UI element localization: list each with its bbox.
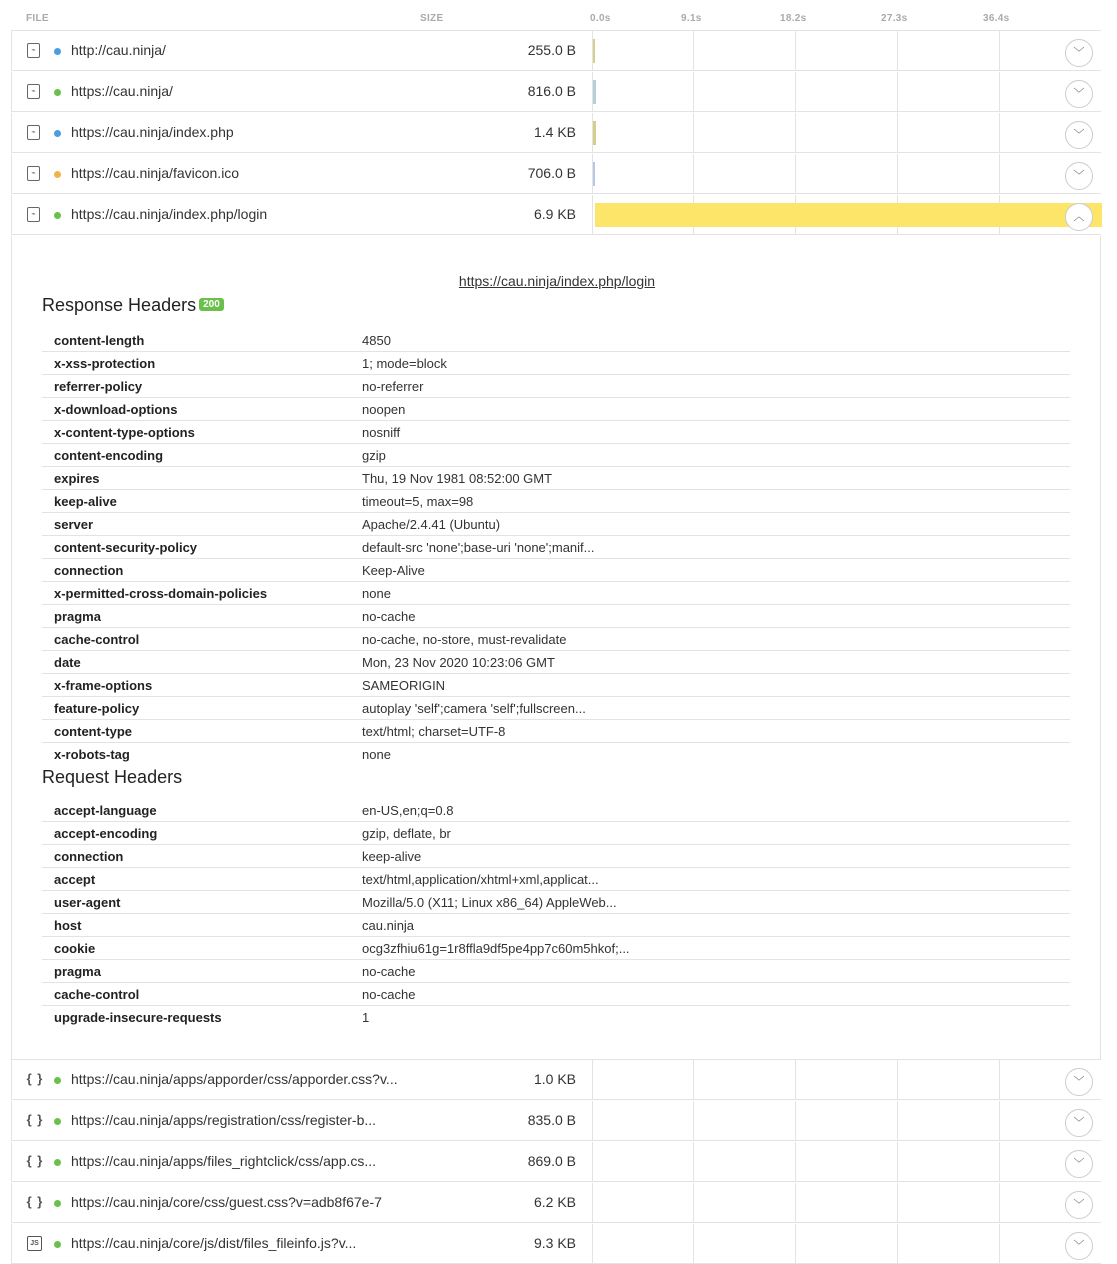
header-row [42,674,1070,697]
collapse-button[interactable] [1065,203,1093,231]
timeline-gridline [795,31,796,70]
request-row[interactable] [11,1101,1101,1141]
header-row [42,536,1070,559]
header-value: text/html; charset=UTF-8 [362,724,506,739]
response-headers-label: Response Headers [42,295,197,315]
chevron-down-icon: ﹀ [1073,47,1085,59]
timeline-tick: 18.2s [780,13,807,24]
timeline-gridline [897,1142,898,1181]
request-url[interactable]: https://cau.ninja/core/css/guest.css?v=adb8f67e-7 [71,1194,382,1210]
header-row [42,559,1070,582]
response-headers-table [42,329,1070,766]
header-row [42,720,1070,743]
header-key: pragma [54,964,101,979]
css-icon: { } [26,1153,44,1168]
expand-button[interactable] [1065,1191,1093,1219]
header-value: no-cache [362,609,416,624]
request-row[interactable] [11,195,1101,235]
document-icon: ⌁ [27,166,40,181]
expand-button[interactable] [1065,121,1093,149]
header-value: noopen [362,402,406,417]
timeline-gridline [693,1060,694,1099]
status-dot [54,48,61,55]
chevron-down-icon: ﹀ [1073,88,1085,100]
header-row [42,444,1070,467]
timeline-gridline [999,1183,1000,1222]
response-headers-title [42,295,224,316]
header-value: gzip, deflate, br [362,826,451,841]
timeline-gridline [795,1183,796,1222]
header-value: 1 [362,1010,370,1025]
header-row [42,490,1070,513]
chevron-down-icon: ﹀ [1073,1199,1085,1211]
header-key: accept-language [54,803,157,818]
header-key: feature-policy [54,701,140,716]
header-row [42,743,1070,766]
expand-button[interactable] [1065,1150,1093,1178]
timeline-gridline [795,113,796,152]
timeline-gridline [999,113,1000,152]
header-value: no-cache [362,964,416,979]
header-row [42,651,1070,674]
header-value: none [362,586,391,601]
expand-button[interactable] [1065,1232,1093,1260]
header-key: date [54,655,81,670]
header-key: x-xss-protection [54,356,156,371]
header-row [42,352,1070,375]
header-key: pragma [54,609,101,624]
expand-button[interactable] [1065,1068,1093,1096]
request-size: 869.0 B [527,1153,576,1169]
request-row[interactable] [11,113,1101,153]
request-size: 255.0 B [527,42,576,58]
header-key: x-frame-options [54,678,153,693]
header-value: Thu, 19 Nov 1981 08:52:00 GMT [362,471,553,486]
status-dot [54,130,61,137]
timeline-gridline [795,1101,796,1140]
request-url[interactable]: https://cau.ninja/index.php/login [71,206,268,222]
header-value: timeout=5, max=98 [362,494,474,509]
status-dot [54,89,61,96]
chevron-down-icon: ﹀ [1073,1076,1085,1088]
header-key: accept [54,872,96,887]
file-column-header: FILE [26,13,49,24]
header-key: x-permitted-cross-domain-policies [54,586,268,601]
chevron-down-icon: ﹀ [1073,129,1085,141]
header-key: user-agent [54,895,121,910]
header-value: no-cache, no-store, must-revalidate [362,632,567,647]
timeline-gridline [795,1142,796,1181]
timeline-gridline [795,1060,796,1099]
request-row[interactable] [11,1060,1101,1100]
header-value: gzip [362,448,386,463]
header-value: default-src 'none';base-uri 'none';manif... [362,540,595,555]
chevron-down-icon: ﹀ [1073,1158,1085,1170]
timeline-gridline [693,1101,694,1140]
header-value: Mozilla/5.0 (X11; Linux x86_64) AppleWeb... [362,895,617,910]
request-headers-table [42,799,1070,1029]
timeline-tick: 36.4s [983,13,1010,24]
timeline-gridline [693,1183,694,1222]
header-value: text/html,application/xhtml+xml,applicat... [362,872,599,887]
chevron-up-icon: ︿ [1073,211,1085,223]
header-row [42,845,1070,868]
header-key: connection [54,563,124,578]
header-key: connection [54,849,124,864]
request-size: 6.9 KB [533,206,576,222]
header-key: accept-encoding [54,826,158,841]
request-url[interactable]: https://cau.ninja/apps/registration/css/register-b... [71,1112,377,1128]
timeline-gridline [693,72,694,111]
header-key: cookie [54,941,96,956]
timeline-gridline [999,1060,1000,1099]
timeline-gridline [795,154,796,193]
header-row [42,868,1070,891]
request-row[interactable] [11,31,1101,71]
table-header [11,7,1101,31]
header-value: ocg3zfhiu61g=1r8ffla9df5pe4pp7c60m5hkof;... [362,941,630,956]
document-icon: ⌁ [27,84,40,99]
request-url[interactable]: https://cau.ninja/apps/files_rightclick/css/app.cs... [71,1153,377,1169]
header-row [42,329,1070,352]
timeline-gridline [999,31,1000,70]
header-value: cau.ninja [362,918,415,933]
timeline-gridline [897,1183,898,1222]
header-row [42,822,1070,845]
request-url[interactable]: https://cau.ninja/index.php [71,124,234,140]
timeline-bar [593,80,596,104]
header-value: en-US,en;q=0.8 [362,803,454,818]
timeline-bar [593,39,595,63]
header-value: SAMEORIGIN [362,678,446,693]
status-dot [54,1200,61,1207]
header-key: expires [54,471,100,486]
timeline-gridline [592,1142,593,1181]
size-column-header: SIZE [420,13,444,24]
detail-url-link[interactable]: https://cau.ninja/index.php/login [458,273,656,289]
request-row[interactable] [11,72,1101,112]
css-icon: { } [26,1112,44,1127]
header-row [42,582,1070,605]
header-key: host [54,918,82,933]
expand-button[interactable] [1065,1109,1093,1137]
status-dot [54,1159,61,1166]
request-size: 6.2 KB [533,1194,576,1210]
request-url[interactable]: https://cau.ninja/apps/apporder/css/apporder.css?v... [71,1071,398,1087]
request-row[interactable] [11,1224,1101,1264]
request-size: 1.0 KB [533,1071,576,1087]
document-icon: ⌁ [27,207,40,222]
expand-button[interactable] [1065,162,1093,190]
request-size: 1.4 KB [533,124,576,140]
header-row [42,914,1070,937]
header-row [42,628,1070,651]
header-value: Apache/2.4.41 (Ubuntu) [362,517,501,532]
timeline-gridline [897,31,898,70]
timeline-gridline [795,72,796,111]
header-row [42,398,1070,421]
request-detail-panel [11,236,1101,1060]
timeline-bar [595,203,1102,227]
header-row [42,937,1070,960]
timeline-tick: 0.0s [590,13,611,24]
timeline-gridline [592,1101,593,1140]
header-row [42,960,1070,983]
header-key: content-type [54,724,132,739]
request-size: 706.0 B [527,165,576,181]
status-badge: 200 [199,298,224,311]
timeline-bar [593,162,595,186]
header-key: content-length [54,333,145,348]
timeline-tick: 9.1s [681,13,702,24]
header-value: no-cache [362,987,416,1002]
request-url[interactable]: https://cau.ninja/favicon.ico [71,165,240,181]
chevron-down-icon: ﹀ [1073,170,1085,182]
header-value: Mon, 23 Nov 2020 10:23:06 GMT [362,655,555,670]
request-url[interactable]: https://cau.ninja/core/js/dist/files_fileinfo.js?v... [71,1235,357,1251]
css-icon: { } [26,1194,44,1209]
header-value: 4850 [362,333,391,348]
expand-button[interactable] [1065,39,1093,67]
request-url[interactable]: https://cau.ninja/ [71,83,173,99]
status-dot [54,1077,61,1084]
timeline-gridline [999,1224,1000,1263]
timeline-gridline [693,1224,694,1263]
timeline-gridline [999,1142,1000,1181]
document-icon: ⌁ [27,125,40,140]
status-dot [54,1241,61,1248]
header-value: no-referrer [362,379,424,394]
header-key: referrer-policy [54,379,143,394]
header-row [42,513,1070,536]
header-row [42,605,1070,628]
header-value: none [362,747,391,762]
request-size: 816.0 B [527,83,576,99]
header-key: keep-alive [54,494,117,509]
timeline-gridline [999,72,1000,111]
css-icon: { } [26,1071,44,1086]
js-icon: JS [27,1236,42,1251]
header-row [42,891,1070,914]
timeline-gridline [592,1183,593,1222]
request-headers-title: Request Headers [42,767,183,787]
header-key: cache-control [54,632,140,647]
chevron-down-icon: ﹀ [1073,1117,1085,1129]
timeline-gridline [999,154,1000,193]
timeline-gridline [999,1101,1000,1140]
request-row[interactable] [11,1183,1101,1223]
header-value: 1; mode=block [362,356,447,371]
header-row [42,375,1070,398]
status-dot [54,171,61,178]
request-size: 9.3 KB [533,1235,576,1251]
header-value: autoplay 'self';camera 'self';fullscreen... [362,701,586,716]
timeline-gridline [795,1224,796,1263]
document-icon: ⌁ [27,43,40,58]
header-key: content-encoding [54,448,164,463]
timeline-gridline [693,1142,694,1181]
header-key: x-download-options [54,402,178,417]
timeline-gridline [897,154,898,193]
timeline-gridline [592,1224,593,1263]
header-row [42,983,1070,1006]
header-value: keep-alive [362,849,422,864]
header-row [42,467,1070,490]
header-value: nosniff [362,425,401,440]
request-url[interactable]: http://cau.ninja/ [71,42,166,58]
timeline-gridline [592,195,593,234]
status-dot [54,212,61,219]
header-key: x-content-type-options [54,425,195,440]
timeline-gridline [592,1060,593,1099]
request-row[interactable] [11,1142,1101,1182]
timeline-gridline [897,1060,898,1099]
header-value: Keep-Alive [362,563,425,578]
header-key: server [54,517,94,532]
timeline-gridline [897,1101,898,1140]
header-row [42,421,1070,444]
header-row [42,799,1070,822]
timeline-bar [593,121,596,145]
header-key: upgrade-insecure-requests [54,1010,222,1025]
timeline-tick: 27.3s [881,13,908,24]
timeline-gridline [897,1224,898,1263]
status-dot [54,1118,61,1125]
header-row [42,697,1070,720]
timeline-gridline [897,113,898,152]
header-key: content-security-policy [54,540,198,555]
chevron-down-icon: ﹀ [1073,1240,1085,1252]
timeline-gridline [897,72,898,111]
expand-button[interactable] [1065,80,1093,108]
request-size: 835.0 B [527,1112,576,1128]
header-key: x-robots-tag [54,747,130,762]
timeline-gridline [693,113,694,152]
request-row[interactable] [11,154,1101,194]
header-row [42,1006,1070,1029]
header-key: cache-control [54,987,140,1002]
timeline-gridline [693,31,694,70]
timeline-gridline [693,154,694,193]
